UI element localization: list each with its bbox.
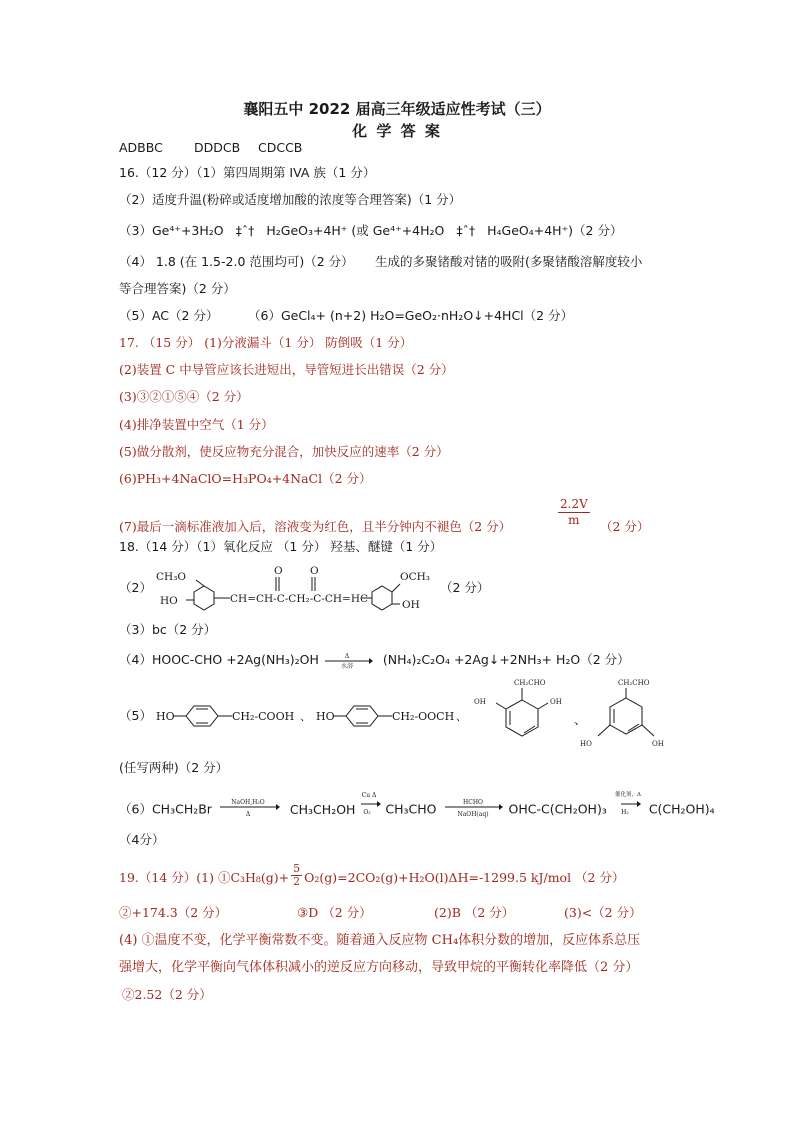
q18-line-2-prefix: （2） [119,580,152,595]
q19-line-2b: ③D （2 分） [297,905,372,920]
q17-line-4: (4)排净装置中空气（1 分） [119,417,274,432]
isomer4-right-label: OH [652,740,664,748]
choice-answer-group-2: DDDCB [194,140,241,155]
choice-answer-group-1: ADBBC [119,140,163,155]
q16-line-3 [119,223,622,239]
route-step-2: CH₃CH₂OH [289,801,356,817]
q16-eq-part-3: H₄GeO₄+4H⁺)（2 分） [487,223,623,238]
arrow-condition-top: 催化剂，Δ [614,792,641,798]
choice-answer-group-3: CDCCB [258,140,303,155]
fraction-denominator: 2 [293,875,301,888]
isomer4-top-label: CH₂CHO [618,679,650,687]
q16-line-6: （6）GeCl₄+ (n+2) H₂O=GeO₂·nH₂O↓+4HCl（2 分） [248,308,574,323]
arrow-condition-bottom: Δ [245,811,251,818]
chain-label: CH=CH-C-CH₂-C-CH=HC [230,593,369,605]
q18-line-2-score: （2 分） [440,580,490,595]
route-step-4: OHC-C(CH₂OH)₃ [508,801,607,817]
q16-line-2: （2）适度升温(粉碎或适度增加酸的浓度等合理答案)（1 分） [119,192,462,207]
q16-eq-part-1: （3）Ge⁴⁺+3H₂O [119,223,224,238]
reaction-arrow [323,653,373,669]
q18-line-6-score: （4分） [119,832,165,847]
q18-line-4 [119,652,630,669]
q19-eq-part-2: O₂(g)=2CO₂(g)+H₂O(l)ΔH=-1299.5 kJ/mol （2 分） [304,870,625,885]
q18-eq-reactants: （4）HOOC-CHO +2Ag(NH₃)₂OH [119,652,319,667]
exam-title: 襄阳五中 2022 届高三年级适应性考试（三） [243,100,551,118]
arrow-condition-top: Cu Δ [362,792,377,799]
right-hydroxy-label: OH [402,599,420,611]
curcumin-structure [150,564,450,616]
q17-line-2: (2)装置 C 中导管应该长进短出，导管短进长出错误（2 分） [119,362,454,377]
arrow-condition-top: HCHO [462,799,483,806]
left-methoxy-label: CH₃O [156,571,187,583]
q18-line-3: （3）bc（2 分） [119,622,217,637]
q18-line-1: 18.（14 分）（1）氧化反应 （1 分） 羟基、醚键（1 分） [119,539,443,554]
fraction-numerator: 2.2V [560,497,588,511]
isomer-structure-4 [578,676,688,752]
benzene-ring-icon [506,700,538,736]
reaction-arrow [611,792,645,824]
q17-line-7: (7)最后一滴标准液加入后，溶液变为红色，且半分钟内不褪色（2 分） [119,519,512,534]
arrow-condition-top: NaOH,H₂O [231,799,265,806]
route-step-5: C(CH₂OH)₄ [648,801,715,817]
isomer1-left-label: HO [156,710,175,723]
q19-line-2a: ②+174.3（2 分） [119,905,228,920]
reaction-arrow [359,792,381,824]
q19-line-3: (4) ①温度不变，化学平衡常数不变。随着通入反应物 CH₄体积分数的增加，反应体系总压 [119,933,641,948]
q18-eq-products: (NH₄)₂C₂O₄ +2Ag↓+2NH₃+ H₂O（2 分） [382,652,630,667]
benzene-ring-icon [372,586,392,610]
q16-line-4b: 生成的多聚锗酸对锗的吸附(多聚锗酸溶解度较小 [375,254,643,269]
q16-line-5: （5）AC（2 分） [119,308,219,323]
q16-eq-part-2: H₂GeO₃+4H⁺ (或 Ge⁴⁺+4H₂O [266,223,445,238]
right-methoxy-label: OCH₃ [400,571,431,583]
isomer3-top-label: CH₂CHO [514,679,546,687]
reaction-arrow [216,799,282,821]
carbonyl-o-label: O [274,565,283,577]
isomer2-right-label: CH₂-OOCH [392,710,455,723]
carbonyl-o-label: O [310,565,319,577]
benzene-ring-icon [194,586,214,610]
arrow-condition-bottom: H₂ [621,809,629,816]
left-hydroxy-label: HO [160,595,178,607]
isomer-structure-3 [470,676,570,752]
arrow-condition-bottom: O₂ [363,809,372,816]
arrow-condition-bottom: NaOH(aq) [456,811,489,818]
separator: 、 [574,712,587,727]
q17-line-6: (6)PH₃+4NaClO=H₃PO₄+4NaCl（2 分） [119,471,372,486]
q16-line-1: 16.（12 分）（1）第四周期第 IVA 族（1 分） [119,165,376,180]
isomer-structures-1-2 [150,698,470,734]
isomer1-right-label: CH₂-COOH [232,710,295,723]
q16-line-4a: （4） 1.8 (在 1.5-2.0 范围均可)（2 分） [119,254,354,269]
separator: 、 [300,710,311,723]
reaction-arrow [441,799,505,821]
q18-line-6 [119,792,715,824]
arrow-condition-bottom: 水浴 [340,662,353,669]
route-step-3: CH₃CHO [385,801,437,817]
q18-line-5-prefix: （5） [119,708,152,723]
fraction-numerator: 5 [293,862,301,875]
q17-line-1: 17. （15 分） (1)分液漏斗（1 分） 防倒吸（1 分） [119,335,413,350]
q19-line-4: 强增大，化学平衡向气体体积减小的逆反应方向移动，导致甲烷的平衡转化率降低（2 分） [119,960,639,975]
q19-line-2c: (2)B （2 分） [434,905,515,920]
isomer2-left-label: HO [316,710,335,723]
q17-line-7-score: （2 分） [600,519,650,534]
equilibrium-sign: ‡ˆ† [235,223,255,238]
q16-line-4c: 等合理答案)（2 分） [119,281,236,296]
q19-eq-part-1: 19.（14 分）(1) ①C₃H₈(g)+ [119,870,290,885]
q17-line-5: (5)做分散剂，使反应物充分混合，加快反应的速率（2 分） [119,444,449,459]
arrow-condition-top: Δ [344,652,350,660]
q17-fraction [556,497,592,528]
exam-subtitle: 化 学 答 案 [352,122,442,140]
route-step-1: （6）CH₃CH₂Br [119,801,212,817]
isomer3-left-label: OH [474,698,486,706]
isomer3-right-label: OH [550,698,562,706]
isomer4-left-label: HO [580,740,592,748]
benzene-ring-icon [610,698,642,734]
separator: 、 [456,710,467,723]
q19-line-5: ②2.52（2 分） [122,987,212,1002]
q17-line-3: (3)③②①⑤④（2 分） [119,389,249,404]
equilibrium-sign: ‡ˆ† [456,223,476,238]
q18-line-5-note: (任写两种)（2 分） [119,760,229,775]
fraction-denominator: m [568,513,580,527]
q19-line-2d: (3)<（2 分） [564,905,642,920]
q19-line-1 [119,862,625,888]
